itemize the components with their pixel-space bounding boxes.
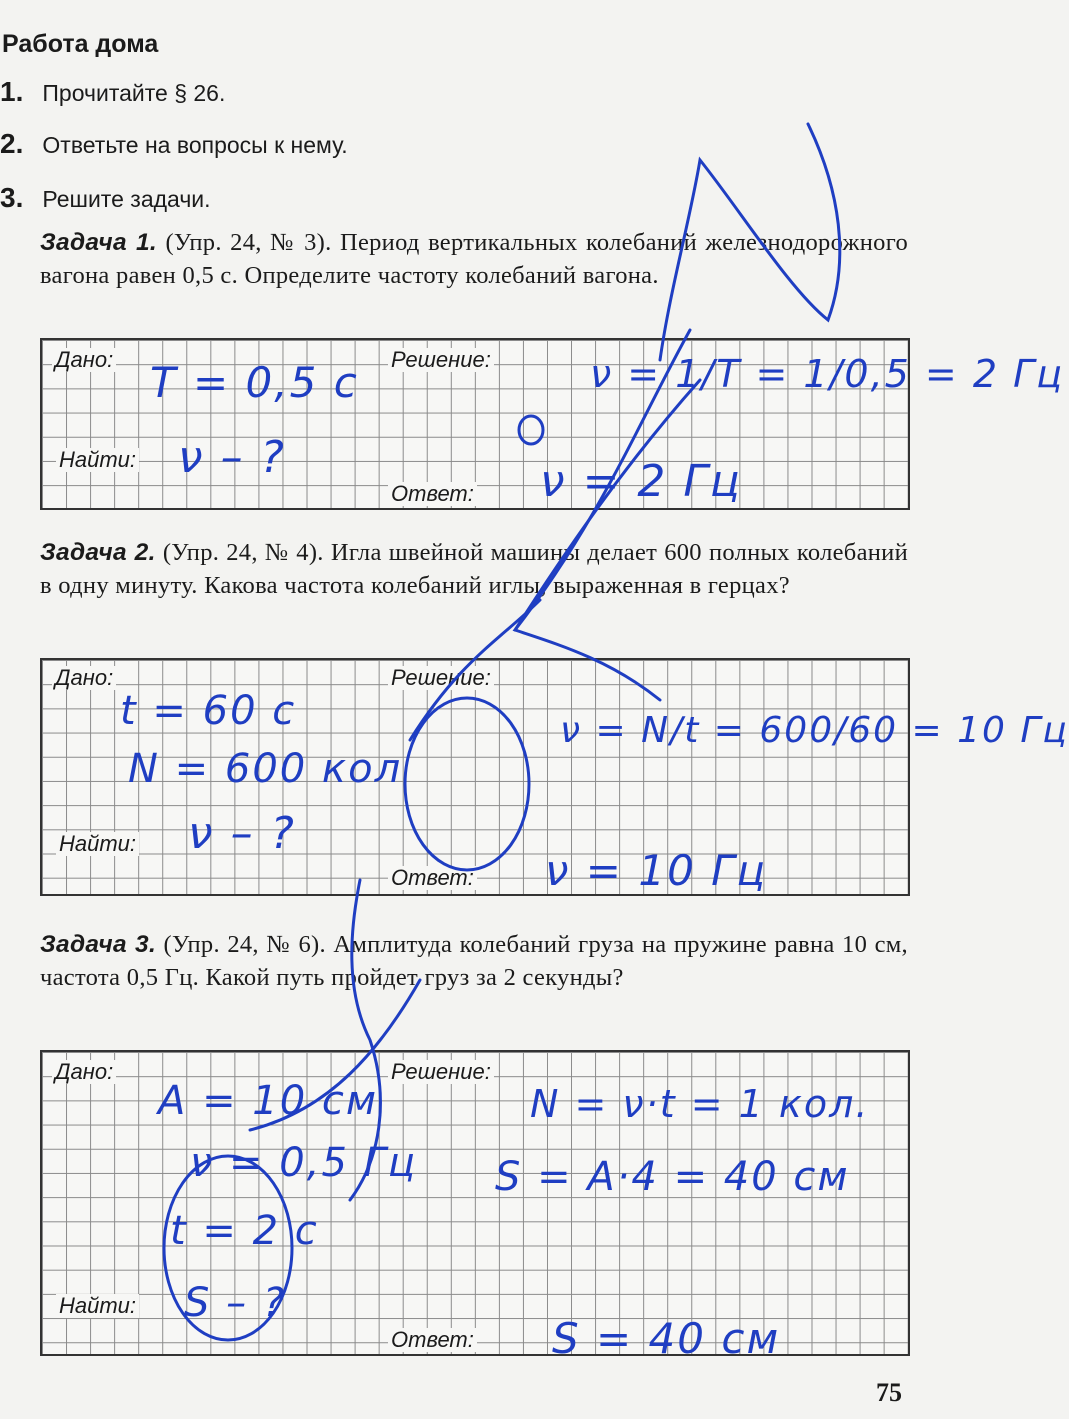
handwriting-p1-solution: ν = 1/T = 1/0,5 = 2 Гц: [590, 352, 1065, 396]
handwriting-p3-find: S – ?: [184, 1280, 287, 1326]
homework-text: Решите задачи.: [42, 186, 211, 212]
problem-text: (Упр. 24, № 4). Игла швейной машины делает 600 полных колебаний в одну минуту. Какова частота колебаний иглы, выраженная в герцах?: [40, 539, 908, 599]
handwriting-p1-find: ν – ?: [178, 432, 286, 483]
handwriting-p1-answer: ν = 2 Гц: [540, 456, 742, 507]
scribble-stroke: [515, 330, 690, 700]
handwriting-p1-given: T = 0,5 c: [150, 358, 359, 407]
scribble-circle: [519, 416, 543, 444]
problem-text: (Упр. 24, № 6). Амплитуда колебаний груза на пружине равна 10 см, частота 0,5 Гц. Какой путь пройдет груз за 2 секунды?: [40, 931, 908, 991]
solution-label: Решение:: [388, 666, 494, 690]
find-label: Найти:: [56, 448, 139, 472]
solution-label: Решение:: [388, 1060, 494, 1084]
scribble-stroke: [350, 880, 380, 1200]
given-label: Дано:: [52, 666, 116, 690]
page-number: 75: [876, 1378, 902, 1407]
scribble-stroke: [250, 980, 420, 1130]
homework-number: 3.: [0, 182, 24, 213]
handwriting-p3-given-3: t = 2 c: [170, 1208, 319, 1254]
solution-label: Решение:: [388, 348, 494, 372]
scribble-stroke: [660, 124, 840, 360]
homework-number: 2.: [0, 128, 24, 159]
homework-number: 1.: [0, 76, 24, 107]
problem-text: (Упр. 24, № 3). Период вертикальных колебаний железнодорожного вагона равен 0,5 с. Определите частоту колебаний вагона.: [40, 229, 909, 289]
answer-label: Ответ:: [388, 866, 477, 890]
given-label: Дано:: [52, 348, 116, 372]
homework-text: Прочитайте § 26.: [42, 80, 226, 106]
answer-label: Ответ:: [388, 1328, 477, 1352]
answer-label: Ответ:: [388, 482, 477, 506]
problem-title: Задача 1.: [40, 229, 158, 256]
find-label: Найти:: [56, 832, 139, 856]
find-label: Найти:: [56, 1294, 139, 1318]
homework-text: Ответьте на вопросы к нему.: [42, 132, 348, 158]
handwriting-p3-solution-1: N = ν·t = 1 кол.: [530, 1082, 870, 1126]
scribble-circle: [164, 1156, 292, 1340]
handwriting-p2-given-1: t = 60 c: [120, 688, 297, 734]
section-title: Работа дома: [2, 30, 159, 58]
handwriting-p3-given-2: ν = 0,5 Гц: [190, 1140, 418, 1186]
scribble-circle: [405, 698, 529, 870]
handwriting-p2-answer: ν = 10 Гц: [545, 846, 768, 895]
handwriting-p2-given-2: N = 600 кол: [128, 746, 403, 792]
handwriting-p3-answer: S = 40 см: [552, 1314, 781, 1363]
handwriting-p2-solution: ν = N/t = 600/60 = 10 Гц: [560, 710, 1069, 751]
given-label: Дано:: [52, 1060, 116, 1084]
handwriting-p3-solution-2: S = A·4 = 40 см: [495, 1154, 850, 1200]
handwriting-p3-given-1: A = 10 см: [158, 1078, 379, 1124]
problem-title: Задача 3.: [40, 931, 157, 958]
problem-title: Задача 2.: [40, 539, 156, 566]
handwriting-p2-find: ν – ?: [188, 808, 296, 859]
